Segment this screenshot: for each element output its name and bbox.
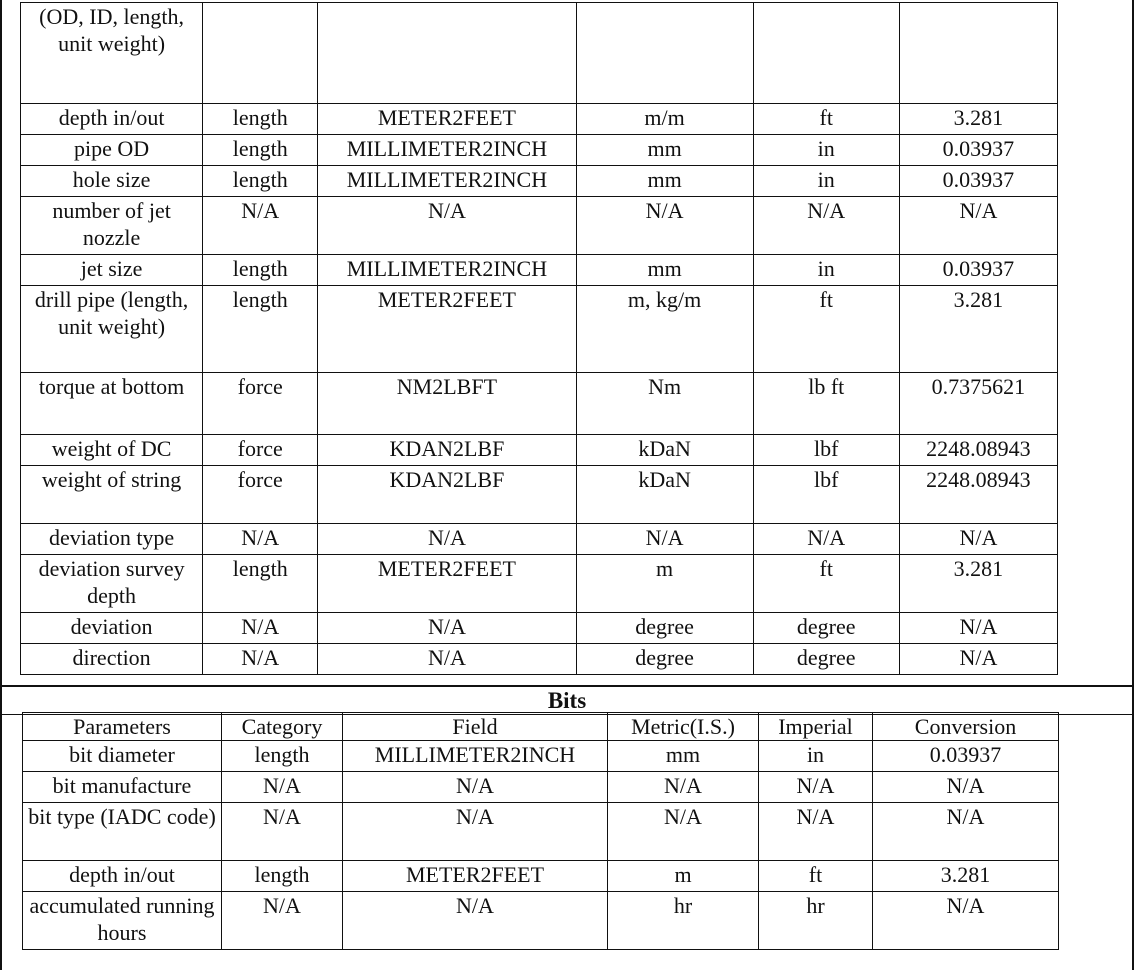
imperial-cell: ft [759, 861, 873, 892]
parameter-cell: bit type (IADC code) [23, 803, 222, 861]
parameter-cell: deviation [21, 613, 203, 644]
conversion-cell [899, 3, 1057, 104]
bits-parameters-table [22, 712, 1059, 950]
imperial-cell: in [759, 741, 873, 772]
conversion-cell: 2248.08943 [899, 435, 1057, 466]
field-cell: N/A [318, 197, 576, 255]
table-row [23, 861, 1059, 892]
drillstring-parameters-table [20, 2, 1058, 675]
metric-cell: mm [608, 741, 759, 772]
metric-cell [576, 3, 753, 104]
header-field: Field [343, 713, 608, 741]
table-row [21, 286, 1058, 373]
field-cell: MILLIMETER2INCH [318, 166, 576, 197]
bits-header-row [23, 713, 1059, 741]
conversion-cell: N/A [899, 197, 1057, 255]
conversion-cell: N/A [899, 613, 1057, 644]
category-cell: N/A [222, 772, 343, 803]
conversion-cell: N/A [873, 892, 1059, 950]
header-category: Category [222, 713, 343, 741]
category-cell: length [222, 741, 343, 772]
field-cell: N/A [318, 644, 576, 675]
field-cell: METER2FEET [318, 286, 576, 373]
metric-cell: m/m [576, 104, 753, 135]
table-row [21, 435, 1058, 466]
table-row [21, 104, 1058, 135]
field-cell: METER2FEET [318, 104, 576, 135]
category-cell: length [203, 135, 318, 166]
category-cell: N/A [203, 197, 318, 255]
imperial-cell: degree [753, 613, 899, 644]
metric-cell: mm [576, 255, 753, 286]
conversion-cell: 0.03937 [899, 135, 1057, 166]
parameter-cell: number of jet nozzle [21, 197, 203, 255]
metric-cell: kDaN [576, 466, 753, 524]
header-imperial: Imperial [759, 713, 873, 741]
conversion-cell: 0.7375621 [899, 373, 1057, 435]
imperial-cell: in [753, 255, 899, 286]
table-row [21, 373, 1058, 435]
conversion-cell: N/A [899, 644, 1057, 675]
conversion-cell: 2248.08943 [899, 466, 1057, 524]
table-row [21, 3, 1058, 104]
header-conversion: Conversion [873, 713, 1059, 741]
category-cell: length [203, 555, 318, 613]
metric-cell: m, kg/m [576, 286, 753, 373]
table-row [23, 892, 1059, 950]
header-parameters: Parameters [23, 713, 222, 741]
category-cell: length [203, 166, 318, 197]
field-cell: N/A [343, 803, 608, 861]
category-cell: N/A [203, 524, 318, 555]
conversion-cell: 3.281 [899, 555, 1057, 613]
page-left-border [0, 0, 2, 970]
parameter-cell: hole size [21, 166, 203, 197]
parameter-cell: accumulated running hours [23, 892, 222, 950]
field-cell: N/A [318, 524, 576, 555]
table-row [21, 135, 1058, 166]
parameter-cell: bit diameter [23, 741, 222, 772]
category-cell: N/A [203, 613, 318, 644]
metric-cell: kDaN [576, 435, 753, 466]
parameter-cell: bit manufacture [23, 772, 222, 803]
metric-cell: N/A [576, 197, 753, 255]
parameter-cell: deviation type [21, 524, 203, 555]
imperial-cell: ft [753, 286, 899, 373]
metric-cell: degree [576, 613, 753, 644]
field-cell: N/A [343, 892, 608, 950]
table-row [21, 613, 1058, 644]
imperial-cell: lbf [753, 466, 899, 524]
metric-cell: m [576, 555, 753, 613]
field-cell [318, 3, 576, 104]
category-cell: N/A [222, 803, 343, 861]
conversion-cell: N/A [899, 524, 1057, 555]
table-row [21, 466, 1058, 524]
field-cell: MILLIMETER2INCH [318, 135, 576, 166]
field-cell: KDAN2LBF [318, 466, 576, 524]
field-cell: NM2LBFT [318, 373, 576, 435]
table-row [23, 772, 1059, 803]
category-cell: length [222, 861, 343, 892]
imperial-cell: degree [753, 644, 899, 675]
table-row [21, 166, 1058, 197]
conversion-cell: N/A [873, 772, 1059, 803]
parameter-cell: direction [21, 644, 203, 675]
table-row [23, 741, 1059, 772]
imperial-cell: in [753, 135, 899, 166]
imperial-cell: ft [753, 555, 899, 613]
imperial-cell: N/A [759, 803, 873, 861]
parameter-cell: (OD, ID, length, unit weight) [21, 3, 203, 104]
metric-cell: m [608, 861, 759, 892]
parameter-cell: weight of string [21, 466, 203, 524]
metric-cell: hr [608, 892, 759, 950]
header-metric: Metric(I.S.) [608, 713, 759, 741]
field-cell: METER2FEET [343, 861, 608, 892]
field-cell: MILLIMETER2INCH [318, 255, 576, 286]
field-cell: KDAN2LBF [318, 435, 576, 466]
conversion-cell: 3.281 [899, 286, 1057, 373]
conversion-cell: 0.03937 [873, 741, 1059, 772]
parameter-cell: depth in/out [21, 104, 203, 135]
bits-section-title: Bits [2, 685, 1132, 715]
parameter-cell: torque at bottom [21, 373, 203, 435]
imperial-cell: N/A [753, 197, 899, 255]
parameter-cell: jet size [21, 255, 203, 286]
table-row [21, 255, 1058, 286]
table-row [23, 803, 1059, 861]
conversion-cell: 3.281 [899, 104, 1057, 135]
table-row [21, 555, 1058, 613]
table-row [21, 197, 1058, 255]
metric-cell: N/A [608, 772, 759, 803]
metric-cell: degree [576, 644, 753, 675]
page-right-border [1132, 0, 1134, 970]
category-cell: N/A [222, 892, 343, 950]
conversion-cell: 3.281 [873, 861, 1059, 892]
imperial-cell: hr [759, 892, 873, 950]
parameter-cell: drill pipe (length, unit weight) [21, 286, 203, 373]
metric-cell: N/A [608, 803, 759, 861]
category-cell: N/A [203, 644, 318, 675]
category-cell: length [203, 286, 318, 373]
category-cell: force [203, 466, 318, 524]
imperial-cell: N/A [759, 772, 873, 803]
table-row [21, 524, 1058, 555]
imperial-cell: in [753, 166, 899, 197]
imperial-cell: lbf [753, 435, 899, 466]
field-cell: METER2FEET [318, 555, 576, 613]
parameter-cell: depth in/out [23, 861, 222, 892]
conversion-cell: 0.03937 [899, 255, 1057, 286]
field-cell: N/A [343, 772, 608, 803]
parameter-cell: deviation survey depth [21, 555, 203, 613]
metric-cell: Nm [576, 373, 753, 435]
imperial-cell: ft [753, 104, 899, 135]
conversion-cell: N/A [873, 803, 1059, 861]
category-cell: length [203, 255, 318, 286]
category-cell: length [203, 104, 318, 135]
table-row [21, 644, 1058, 675]
metric-cell: mm [576, 135, 753, 166]
field-cell: MILLIMETER2INCH [343, 741, 608, 772]
conversion-cell: 0.03937 [899, 166, 1057, 197]
metric-cell: mm [576, 166, 753, 197]
imperial-cell: N/A [753, 524, 899, 555]
field-cell: N/A [318, 613, 576, 644]
parameter-cell: weight of DC [21, 435, 203, 466]
imperial-cell: lb ft [753, 373, 899, 435]
category-cell [203, 3, 318, 104]
category-cell: force [203, 435, 318, 466]
imperial-cell [753, 3, 899, 104]
metric-cell: N/A [576, 524, 753, 555]
category-cell: force [203, 373, 318, 435]
parameter-cell: pipe OD [21, 135, 203, 166]
